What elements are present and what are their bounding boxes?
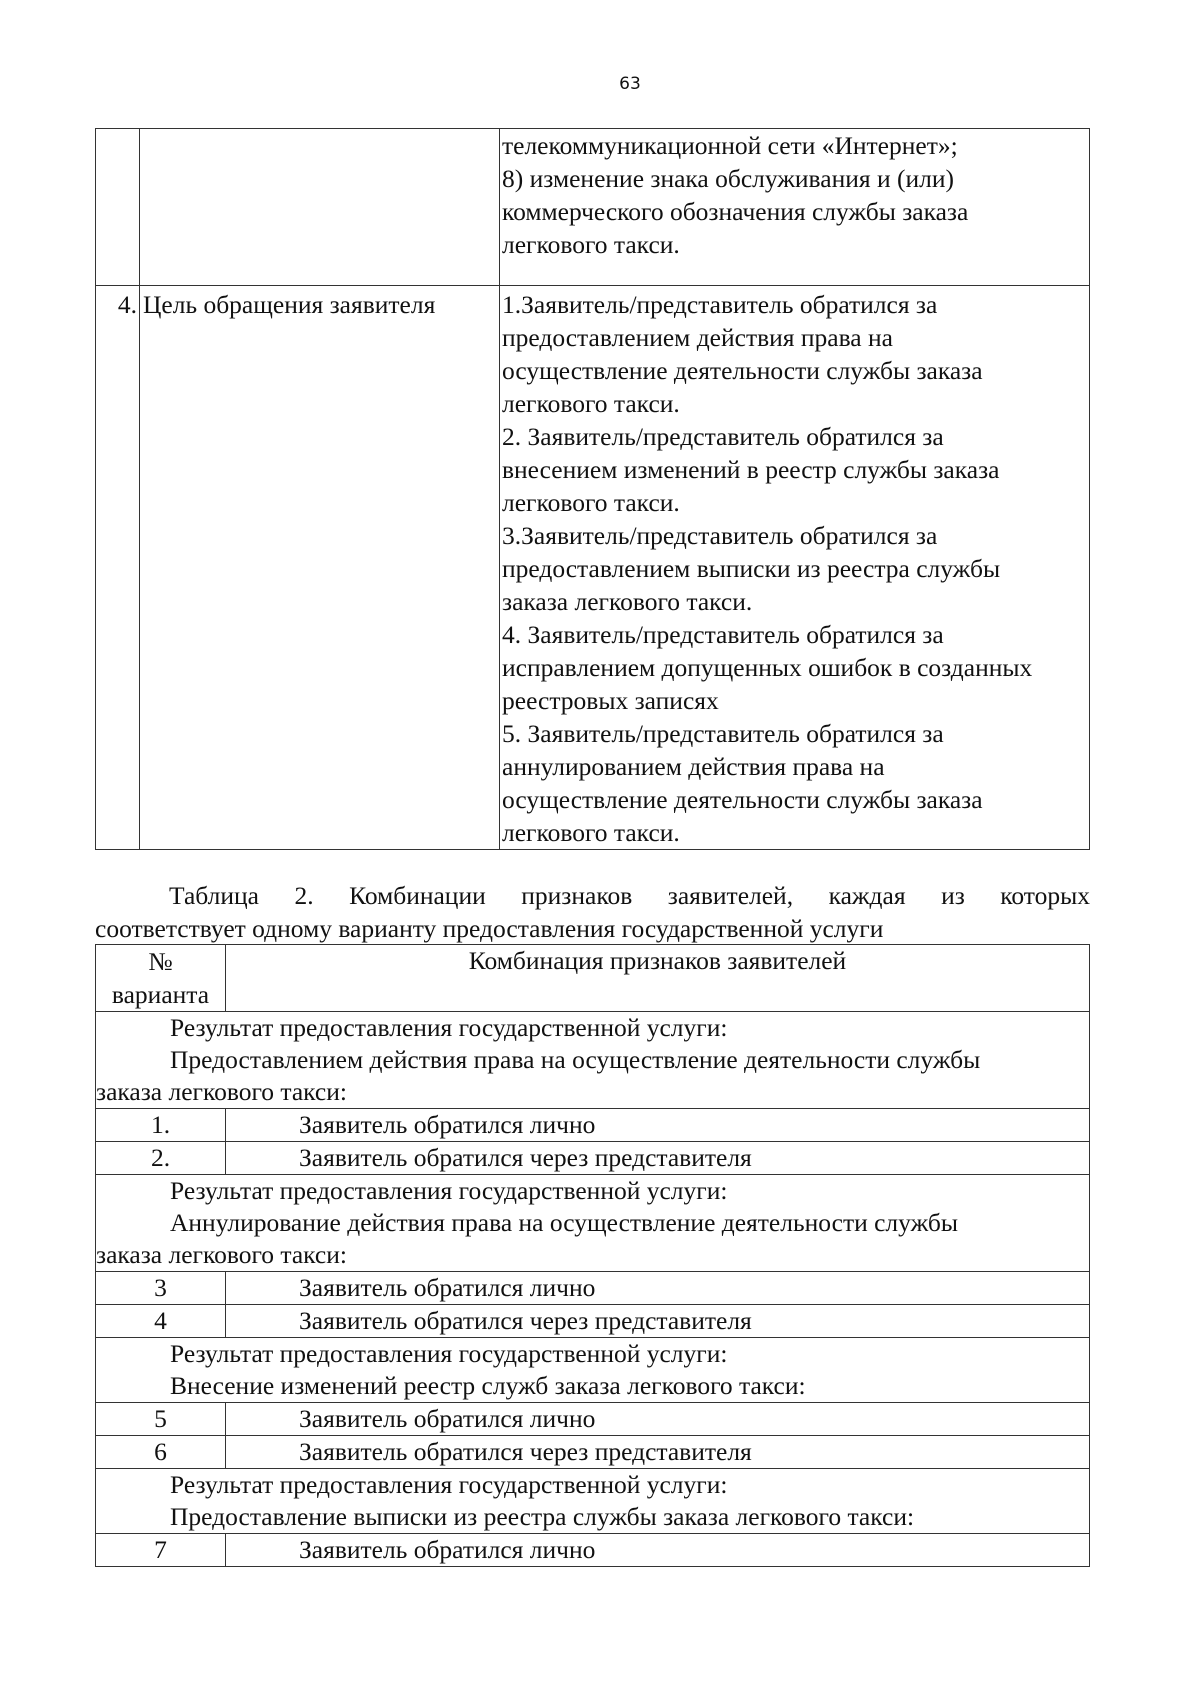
result-text: Аннулирование действия права на осуществление деятельности службы: [170, 1208, 958, 1237]
table-row: [96, 1534, 1090, 1567]
result-text: Предоставление выписки из реестра службы заказа легкового такси:: [170, 1502, 915, 1531]
text-line: заказа легкового такси.: [502, 587, 753, 616]
table-row: [96, 129, 1090, 286]
header-line: варианта: [111, 980, 210, 1009]
caption-line: Таблица 2. Комбинации признаков заявителей, каждая из которых: [169, 881, 1090, 910]
text-line: внесением изменений в реестр службы заказа: [502, 455, 1000, 484]
text-line: легкового такси.: [502, 230, 680, 259]
variant-number: 6: [96, 1436, 226, 1469]
result-label: Результат предоставления государственной услуги:: [170, 1470, 728, 1499]
row-name: Цель обращения заявителя: [140, 286, 500, 850]
text-line: легкового такси.: [502, 818, 680, 847]
text-line: осуществление деятельности службы заказа: [502, 356, 983, 385]
result-text: Предоставлением действия права на осуществление деятельности службы: [170, 1045, 981, 1074]
text-line: 3.Заявитель/представитель обратился за: [502, 521, 938, 550]
table-row: [96, 1109, 1090, 1142]
text-line: 1.Заявитель/представитель обратился за: [502, 290, 938, 319]
text-line: 5. Заявитель/представитель обратился за: [502, 719, 944, 748]
variant-text: Заявитель обратился лично: [226, 1272, 1090, 1305]
row-number: 4.: [96, 286, 140, 850]
text-line: аннулированием действия права на: [502, 752, 885, 781]
variant-text: Заявитель обратился через представителя: [226, 1436, 1090, 1469]
result-label: Результат предоставления государственной услуги:: [170, 1339, 728, 1368]
group-row: [96, 1012, 1090, 1109]
text-line: предоставлением выписки из реестра службы: [502, 554, 1001, 583]
group-result: [96, 1012, 1090, 1109]
variant-text: Заявитель обратился через представителя: [226, 1142, 1090, 1175]
group-row: [96, 1175, 1090, 1272]
text-line: осуществление деятельности службы заказа: [502, 785, 983, 814]
variants-table: [95, 944, 1090, 1567]
group-result: [96, 1175, 1090, 1272]
text-line: исправлением допущенных ошибок в созданных: [502, 653, 1033, 682]
group-result: [96, 1338, 1090, 1403]
text-line: телекоммуникационной сети «Интернет»;: [502, 131, 958, 160]
text-line: 4. Заявитель/представитель обратился за: [502, 620, 944, 649]
variant-number: 1.: [96, 1109, 226, 1142]
variant-text: Заявитель обратился лично: [226, 1403, 1090, 1436]
variant-number: 2.: [96, 1142, 226, 1175]
text-line: легкового такси.: [502, 389, 680, 418]
row-name: [140, 129, 500, 286]
result-label: Результат предоставления государственной услуги:: [170, 1176, 728, 1205]
header-variant-number: [96, 945, 226, 1012]
table-caption: [95, 879, 1090, 945]
header-combination: Комбинация признаков заявителей: [226, 945, 1090, 1012]
table-row: [96, 1436, 1090, 1469]
row-content: [500, 129, 1090, 286]
header-line: №: [148, 947, 173, 976]
text-line: реестровых записях: [502, 686, 719, 715]
text-line: 8) изменение знака обслуживания и (или): [502, 164, 955, 193]
result-text: заказа легкового такси:: [96, 1077, 347, 1106]
variant-text: Заявитель обратился через представителя: [226, 1305, 1090, 1338]
table-row: [96, 286, 1090, 850]
group-row: [96, 1469, 1090, 1534]
continuation-table: [95, 128, 1090, 850]
variant-number: 7: [96, 1534, 226, 1567]
row-content: [500, 286, 1090, 850]
table-row: [96, 1305, 1090, 1338]
text-line: 2. Заявитель/представитель обратился за: [502, 422, 944, 451]
page-number: 63: [619, 74, 641, 94]
text-line: предоставлением действия права на: [502, 323, 893, 352]
group-result: [96, 1469, 1090, 1534]
caption-line: соответствует одному варианту предоставления государственной услуги: [95, 914, 884, 943]
variant-number: 3: [96, 1272, 226, 1305]
result-label: Результат предоставления государственной услуги:: [170, 1013, 728, 1042]
text-line: коммерческого обозначения службы заказа: [502, 197, 969, 226]
variant-text: Заявитель обратился лично: [226, 1109, 1090, 1142]
table-row: [96, 1142, 1090, 1175]
table-row: [96, 1403, 1090, 1436]
table-row: [96, 1272, 1090, 1305]
group-row: [96, 1338, 1090, 1403]
variant-text: Заявитель обратился лично: [226, 1534, 1090, 1567]
result-text: заказа легкового такси:: [96, 1240, 347, 1269]
text-line: легкового такси.: [502, 488, 680, 517]
variant-number: 5: [96, 1403, 226, 1436]
table-header-row: [96, 945, 1090, 1012]
variant-number: 4: [96, 1305, 226, 1338]
result-text: Внесение изменений реестр служб заказа легкового такси:: [170, 1371, 806, 1400]
row-number: [96, 129, 140, 286]
